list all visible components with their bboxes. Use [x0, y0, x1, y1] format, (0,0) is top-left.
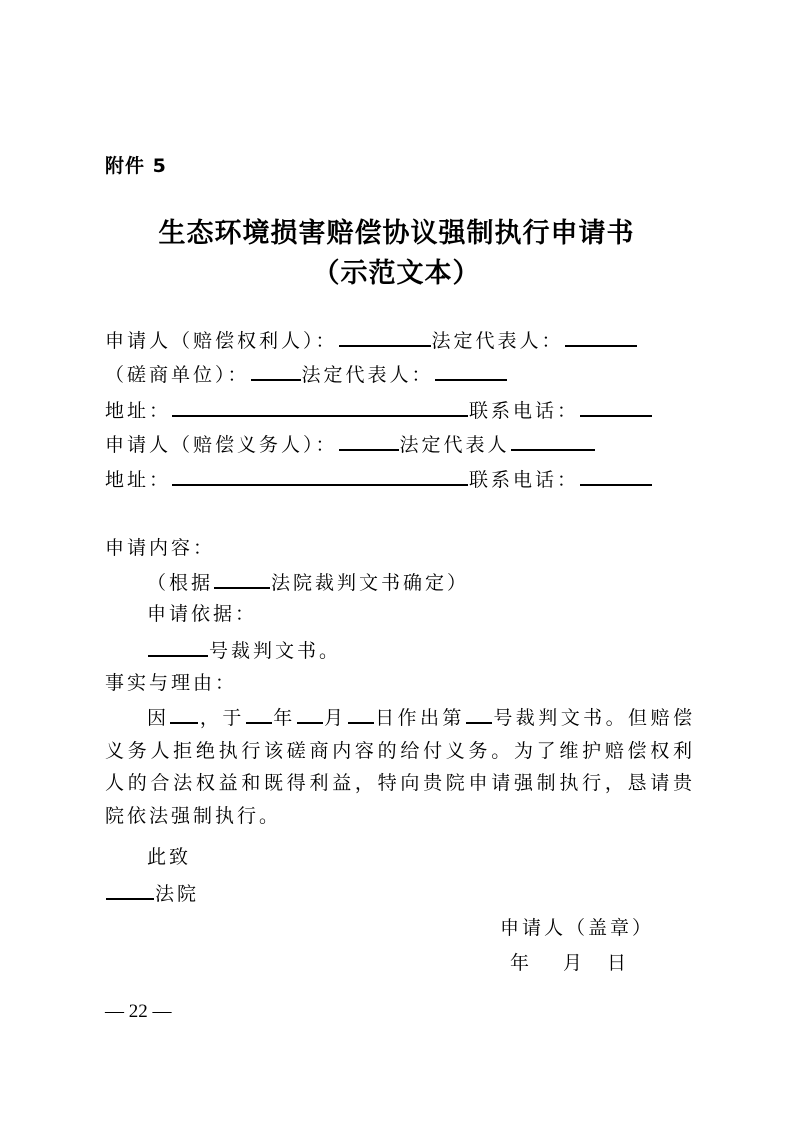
court-blank — [214, 567, 270, 589]
phone-label: 联系电话： — [469, 400, 580, 422]
facts-paragraph: 因 ，于 年 月 日作出第 号裁判文书。但赔偿义务人拒绝执行该磋商内容的给付义务。为了维护赔偿权利人的合法权益和既得利益，特向贵院申请强制执行，恳请贵院依法强制执行。 — [105, 702, 695, 832]
phone-blank — [580, 395, 652, 417]
basis-line-post: 号裁判文书。 — [209, 640, 342, 662]
document-subtitle: （示范文本） — [312, 258, 481, 289]
attachment-label: 附件 5 — [105, 155, 167, 177]
address-label: 地址： — [105, 469, 172, 491]
closing-court-label: 法院 — [155, 883, 200, 905]
address-blank — [172, 464, 468, 486]
consult-unit-blank — [251, 359, 301, 381]
respondent-label: 申请人（赔偿义务人）： — [105, 434, 338, 456]
closing-court-line — [105, 878, 199, 907]
phone-blank — [580, 464, 652, 486]
content-line-post: 法院裁判文书确定） — [271, 572, 470, 594]
consult-unit-label: （磋商单位）： — [105, 364, 250, 386]
respondent-row — [105, 429, 596, 458]
date-line: 年 月 日 — [510, 952, 630, 974]
page-number: — 22 — — [105, 1001, 172, 1022]
applicant-address-row — [105, 395, 653, 424]
basis-line — [147, 635, 341, 664]
respondent-address-row — [105, 464, 653, 493]
address-blank — [172, 395, 468, 417]
address-label: 地址： — [105, 400, 172, 422]
applicant-legal-rep-blank — [565, 325, 637, 347]
consult-unit-legal-rep-blank — [435, 359, 507, 381]
content-heading: 申请内容： — [105, 537, 216, 559]
phone-label: 联系电话： — [469, 469, 580, 491]
content-line — [147, 567, 469, 596]
closing-salutation: 此致 — [147, 846, 192, 868]
signature-label: 申请人（盖章） — [500, 917, 655, 939]
document-title: 生态环境损害赔偿协议强制执行申请书 — [158, 218, 635, 249]
respondent-legal-rep-label: 法定代表人 — [399, 434, 510, 456]
document-number-blank — [148, 635, 208, 657]
applicant-legal-rep-label: 法定代表人： — [431, 330, 564, 352]
basis-heading: 申请依据： — [147, 603, 258, 625]
closing-court-blank — [106, 878, 154, 900]
consult-unit-legal-rep-label: 法定代表人： — [301, 364, 434, 386]
consult-unit-row — [105, 359, 508, 388]
applicant-label: 申请人（赔偿权利人）： — [105, 330, 338, 352]
content-line-pre: （根据 — [147, 572, 214, 594]
applicant-blank — [339, 325, 431, 347]
respondent-blank — [339, 429, 399, 451]
facts-heading: 事实与理由： — [105, 672, 238, 694]
applicant-row — [105, 325, 638, 354]
respondent-legal-rep-blank — [511, 429, 595, 451]
